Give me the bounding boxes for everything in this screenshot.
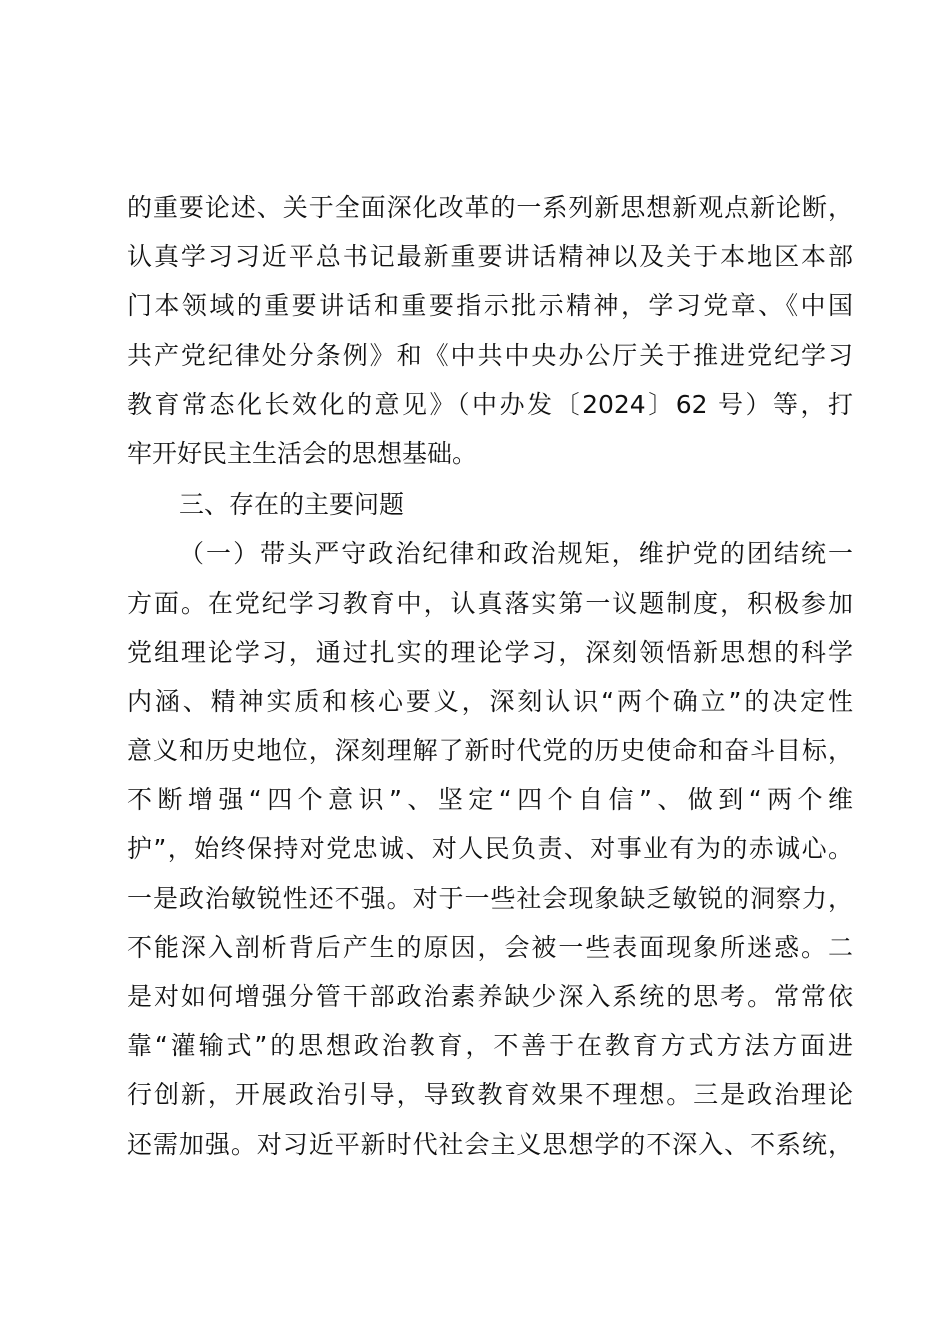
body-text-line: 护”，始终保持对党忠诚、对人民负责、对事业有为的赤诚心。 <box>127 834 853 864</box>
body-text-line: 行创新，开展政治引导，导致教育效果不理想。三是政治理论 <box>127 1080 853 1110</box>
body-text-line: 不能深入剖析背后产生的原因，会被一些表面现象所迷惑。二 <box>127 932 853 962</box>
body-text-line: 方面。在党纪学习教育中，认真落实第一议题制度，积极参加 <box>127 588 853 618</box>
body-text-line: 的重要论述、关于全面深化改革的一系列新思想新观点新论断， <box>127 193 853 222</box>
section-heading: 三、存在的主要问题 <box>179 490 405 520</box>
body-text-line: 意义和历史地位，深刻理解了新时代党的历史使命和奋斗目标， <box>127 736 853 766</box>
body-text-line: 是对如何增强分管干部政治素养缺少深入系统的思考。常常依 <box>127 982 853 1011</box>
body-text-line: 门本领域的重要讲话和重要指示批示精神，学习党章、《中国 <box>127 291 853 321</box>
subsection-heading-line: （一）带头严守政治纪律和政治规矩，维护党的团结统一 <box>179 539 853 569</box>
paragraph-last-line: 牢开好民主生活会的思想基础。 <box>127 438 478 468</box>
body-text-line: 共产党纪律处分条例》和《中共中央办公厅关于推进党纪学习 <box>127 340 853 370</box>
body-text-line: 认真学习习近平总书记最新重要讲话精神以及关于本地区本部 <box>127 242 853 272</box>
body-text-line: 内涵、精神实质和核心要义，深刻认识“两个确立”的决定性 <box>127 686 853 716</box>
body-text-line: 靠“灌输式”的思想政治教育，不善于在教育方式方法方面进 <box>127 1031 853 1061</box>
body-text-line: 还需加强。对习近平新时代社会主义思想学的不深入、不系统， <box>127 1129 853 1159</box>
body-text-line: 党组理论学习，通过扎实的理论学习，深刻领悟新思想的科学 <box>127 637 853 667</box>
body-text-line: 不断增强“四个意识”、坚定“四个自信”、做到“两个维 <box>127 785 853 815</box>
document-body <box>127 183 853 1169</box>
body-text-line: 教育常态化长效化的意见》（中办发〔2024〕62 号）等，打 <box>127 389 853 419</box>
body-text-line: 一是政治敏锐性还不强。对于一些社会现象缺乏敏锐的洞察力， <box>127 883 853 913</box>
